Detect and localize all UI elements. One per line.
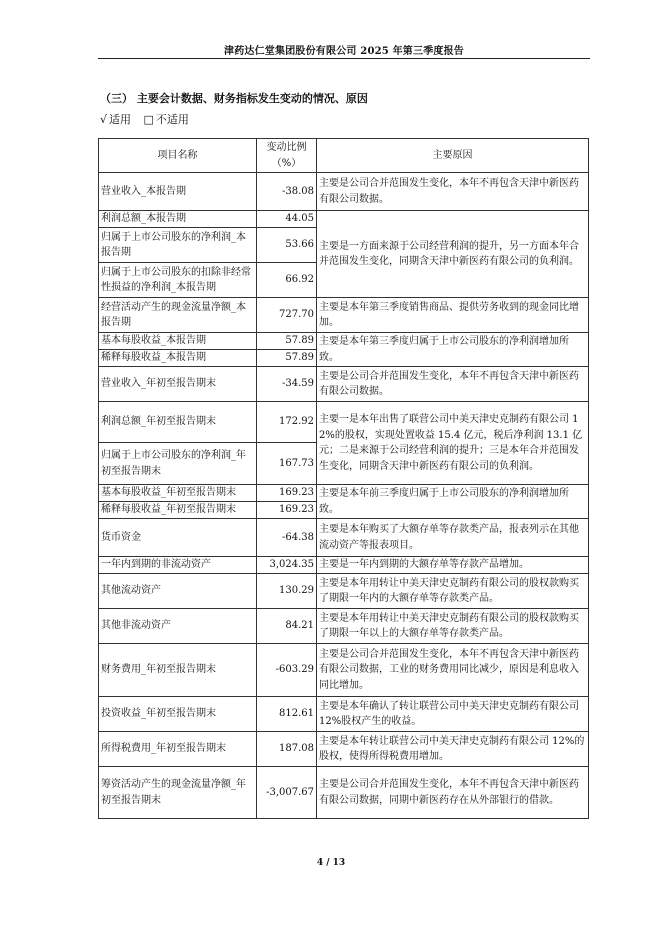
reason-text: 主要是本年用转让中美天津史克制药有限公司的股权款购买了期限一年内的大额存单等存款类产品。	[317, 574, 589, 609]
reason-text: 主要是本年转让联营公司中美天津史克制药有限公司 12%的股权，使得所得税费用增加。	[317, 732, 589, 767]
table-row	[99, 574, 589, 609]
reason-text: 主要是本年第三季度归属于上市公司股东的净利润增加所致。	[317, 333, 589, 367]
table-row	[99, 367, 589, 402]
item-name: 归属于上市公司股东的净利润_本报告期	[99, 228, 257, 263]
change-ratio: 84.21	[257, 609, 317, 644]
change-ratio: 44.05	[257, 211, 317, 228]
reason-text: 主要是一方面来源于公司经营利润的提升，另一方面本年合并范围发生变化，同期含天津中新医药有限公司的负利润。	[317, 211, 589, 298]
change-ratio: 727.70	[257, 298, 317, 333]
applicability-options	[100, 111, 191, 127]
header-ratio: 变动比例（%）	[257, 139, 317, 173]
item-name: 所得税费用_年初至报告期末	[99, 732, 257, 767]
change-ratio: 3,024.35	[257, 557, 317, 574]
change-ratio: 812.61	[257, 697, 317, 732]
change-ratio: 187.08	[257, 732, 317, 767]
change-ratio: 169.23	[257, 485, 317, 502]
change-ratio: -3,007.67	[257, 767, 317, 819]
item-name: 货币资金	[99, 519, 257, 557]
table-row	[99, 211, 589, 228]
change-ratio: 57.89	[257, 333, 317, 350]
item-name: 其他流动资产	[99, 574, 257, 609]
page-number: 4 / 13	[316, 858, 346, 868]
reason-text: 主要一是本年出售了联营公司中美天津史克制药有限公司 12%的股权，实现处置收益 15.4 亿元，税后净利润 13.1 亿元；二是来源于公司经营利润的提升；三是本年合并范围发生变化，同期含天津中新医药有限公司的负利润。	[317, 402, 589, 485]
item-name: 利润总额_本报告期	[99, 211, 257, 228]
change-ratio: -603.29	[257, 644, 317, 697]
table-row	[99, 298, 589, 333]
item-name: 经营活动产生的现金流量净额_本报告期	[99, 298, 257, 333]
item-name: 稀释每股收益_本报告期	[99, 350, 257, 367]
item-name: 财务费用_年初至报告期末	[99, 644, 257, 697]
table-row	[99, 732, 589, 767]
reason-text: 主要是本年前三季度归属于上市公司股东的净利润增加所致。	[317, 485, 589, 519]
change-ratio: 172.92	[257, 402, 317, 443]
change-ratio: 57.89	[257, 350, 317, 367]
table-row	[99, 644, 589, 697]
item-name: 基本每股收益_本报告期	[99, 333, 257, 350]
table-row	[99, 173, 589, 211]
item-name: 归属于上市公司股东的扣除非经常性损益的净利润_本报告期	[99, 263, 257, 298]
table-row	[99, 767, 589, 819]
table-row	[99, 519, 589, 557]
document-header: 津药达仁堂集团股份有限公司 2025 年第三季度报告	[224, 46, 464, 57]
applicable-check-icon: √	[100, 113, 108, 126]
item-name: 稀释每股收益_年初至报告期末	[99, 502, 257, 519]
reason-text: 主要是公司合并范围发生变化，本年不再包含天津中新医药有限公司数据。	[317, 173, 589, 211]
item-name: 营业收入_年初至报告期末	[99, 367, 257, 402]
header-item: 项目名称	[99, 139, 257, 173]
table-row	[99, 485, 589, 502]
change-ratio: 169.23	[257, 502, 317, 519]
section-title: （三） 主要会计数据、财务指标发生变动的情况、原因	[100, 92, 368, 105]
reason-text: 主要是公司合并范围发生变化，本年不再包含天津中新医药有限公司数据，同期中新医药存在从外部银行的借款。	[317, 767, 589, 819]
item-name: 基本每股收益_年初至报告期末	[99, 485, 257, 502]
change-ratio: -64.38	[257, 519, 317, 557]
table-header-row	[99, 139, 589, 173]
header-reason: 主要原因	[317, 139, 589, 173]
item-name: 利润总额_年初至报告期末	[99, 402, 257, 443]
table-row	[99, 557, 589, 574]
item-name: 归属于上市公司股东的净利润_年初至报告期末	[99, 443, 257, 485]
reason-text: 主要是本年第三季度销售商品、提供劳务收到的现金同比增加。	[317, 298, 589, 333]
table-row	[99, 609, 589, 644]
table-row	[99, 402, 589, 443]
change-ratio: 130.29	[257, 574, 317, 609]
reason-text: 主要是公司合并范围发生变化，本年不再包含天津中新医药有限公司数据。	[317, 367, 589, 402]
item-name: 营业收入_本报告期	[99, 173, 257, 211]
not-applicable-label: 不适用	[155, 113, 189, 126]
change-ratio: 53.66	[257, 228, 317, 263]
reason-text: 主要是本年用转让中美天津史克制药有限公司的股权款购买了期限一年以上的大额存单等存款类产品。	[317, 609, 589, 644]
applicable-label: 适用	[109, 113, 132, 126]
reason-text: 主要是本年购买了大额存单等存款类产品，报表列示在其他流动资产等报表项目。	[317, 519, 589, 557]
table-row	[99, 697, 589, 732]
item-name: 其他非流动资产	[99, 609, 257, 644]
change-ratio: -34.59	[257, 367, 317, 402]
reason-text: 主要是一年内到期的大额存单等存款产品增加。	[317, 557, 589, 574]
change-ratio: 66.92	[257, 263, 317, 298]
change-ratio: 167.73	[257, 443, 317, 485]
reason-text: 主要是公司合并范围发生变化，本年不再包含天津中新医药有限公司数据，工业的财务费用同比减少，原因是利息收入同比增加。	[317, 644, 589, 697]
table-row	[99, 333, 589, 350]
change-ratio: -38.08	[257, 173, 317, 211]
reason-text: 主要是本年确认了转让联营公司中美天津史克制药有限公司 12%股权产生的收益。	[317, 697, 589, 732]
item-name: 筹资活动产生的现金流量净额_年初至报告期末	[99, 767, 257, 819]
change-reasons-table	[98, 138, 589, 819]
item-name: 投资收益_年初至报告期末	[99, 697, 257, 732]
header-rule	[98, 58, 590, 59]
item-name: 一年内到期的非流动资产	[99, 557, 257, 574]
not-applicable-box-icon: □	[143, 113, 154, 126]
